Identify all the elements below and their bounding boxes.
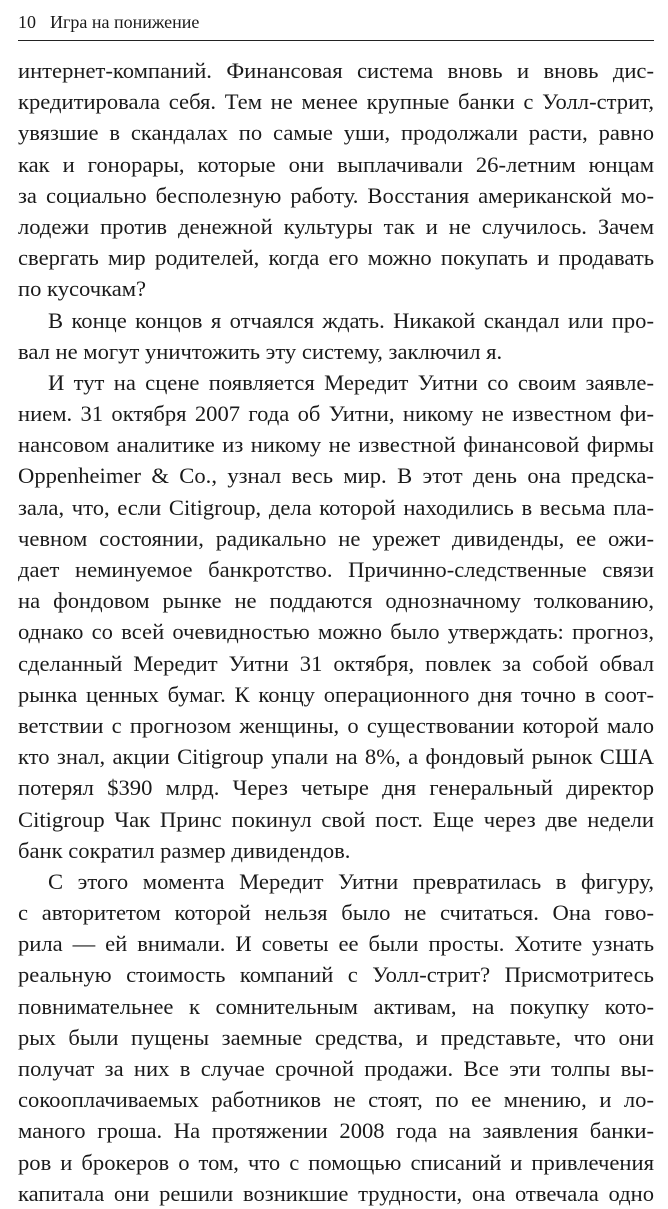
text-line: кто знал, акции Citigroup упали на 8%, а фондовый рынок США: [18, 744, 654, 770]
text-line: потерял $390 млрд. Через четыре дня генеральный директор: [18, 775, 654, 801]
text-line: повнимательнее к сомнительным активам, на покупку кото-: [18, 993, 654, 1019]
header-rule: [18, 40, 654, 41]
text-line: ров и брокеров о том, что с помощью списаний и привлечения: [18, 1149, 654, 1175]
text-line: рынка ценных бумаг. К концу операционного дня точно в соот-: [18, 681, 654, 707]
text-line: на фондовом рынке не поддаются однозначному толкованию,: [18, 588, 654, 614]
text-line: В конце концов я отчаялся ждать. Никакой скандал или про-: [48, 307, 654, 333]
text-line: интернет-компаний. Финансовая система вновь и вновь дис-: [18, 58, 654, 83]
text-line: Citigroup Чак Принс покинул свой пост. Еще через две недели: [18, 806, 654, 832]
text-line: рила — ей внимали. И советы ее были просты. Хотите узнать: [18, 931, 654, 957]
text-line: лодежи против денежной культуры так и не случилось. Зачем: [18, 213, 654, 239]
text-line: дает неминуемое банкротство. Причинно-следственные связи: [18, 557, 654, 582]
text-line: за социально бесполезную работу. Восстания американской мо-: [18, 182, 654, 208]
running-head: [18, 10, 199, 34]
text-line: вал не могут уничтожить эту систему, заключил я.: [18, 338, 503, 364]
text-line: Oppenheimer & Co., узнал весь мир. В этот день она предска-: [18, 463, 654, 489]
text-line: нансовом аналитике из никому не известной финансовой фирмы: [18, 432, 654, 458]
text-line: однако со всей очевидностью можно было утверждать: прогноз,: [18, 619, 654, 645]
text-line: ветствии с прогнозом женщины, о существовании которой мало: [18, 712, 654, 738]
body-text: [18, 55, 654, 1209]
text-line: сделанный Мередит Уитни 31 октября, повлек за собой обвал: [18, 650, 654, 676]
text-line: зала, что, если Citigroup, дела которой находились в весьма пла-: [18, 494, 654, 520]
text-line: с авторитетом которой нельзя было не считаться. Она гово-: [18, 900, 654, 926]
text-line: увязшие в скандалах по самые уши, продолжали расти, равно: [18, 120, 654, 146]
text-line: капитала они решили возникшие трудности, она отвечала одно: [18, 1180, 654, 1206]
text-line: по кусочкам?: [18, 276, 147, 302]
text-line: рых были пущены заемные средства, и представьте, что они: [18, 1024, 654, 1050]
text-line: как и гонорары, которые они выплачивали 26-летним юнцам: [18, 151, 654, 177]
text-line: чевном состоянии, радикально не урежет дивиденды, ее ожи-: [18, 525, 654, 551]
text-line: нием. 31 октября 2007 года об Уитни, никому не известном фи-: [18, 401, 654, 427]
text-line: банк сократил размер дивидендов.: [18, 837, 351, 863]
text-line: свергать мир родителей, когда его можно покупать и продавать: [18, 245, 654, 271]
text-line: реальную стоимость компаний с Уолл-стрит? Присмотритесь: [18, 962, 654, 988]
text-line: маного гроша. На протяжении 2008 года на заявления банки-: [18, 1118, 654, 1144]
text-line: С этого момента Мередит Уитни превратилась в фигуру,: [48, 868, 654, 894]
text-line: сокооплачиваемых работников не стоят, по ее мнению, и ло-: [18, 1087, 654, 1113]
text-line: И тут на сцене появляется Мередит Уитни со своим заявле-: [48, 369, 654, 395]
text-line: кредитировала себя. Тем не менее крупные банки с Уолл-стрит,: [18, 89, 654, 115]
text-line: получат за них в случае срочной продажи. Все эти толпы вы-: [18, 1056, 654, 1081]
running-title: Игра на понижение: [50, 12, 200, 32]
book-page: [18, 0, 654, 1206]
page-number: 10: [18, 12, 36, 32]
